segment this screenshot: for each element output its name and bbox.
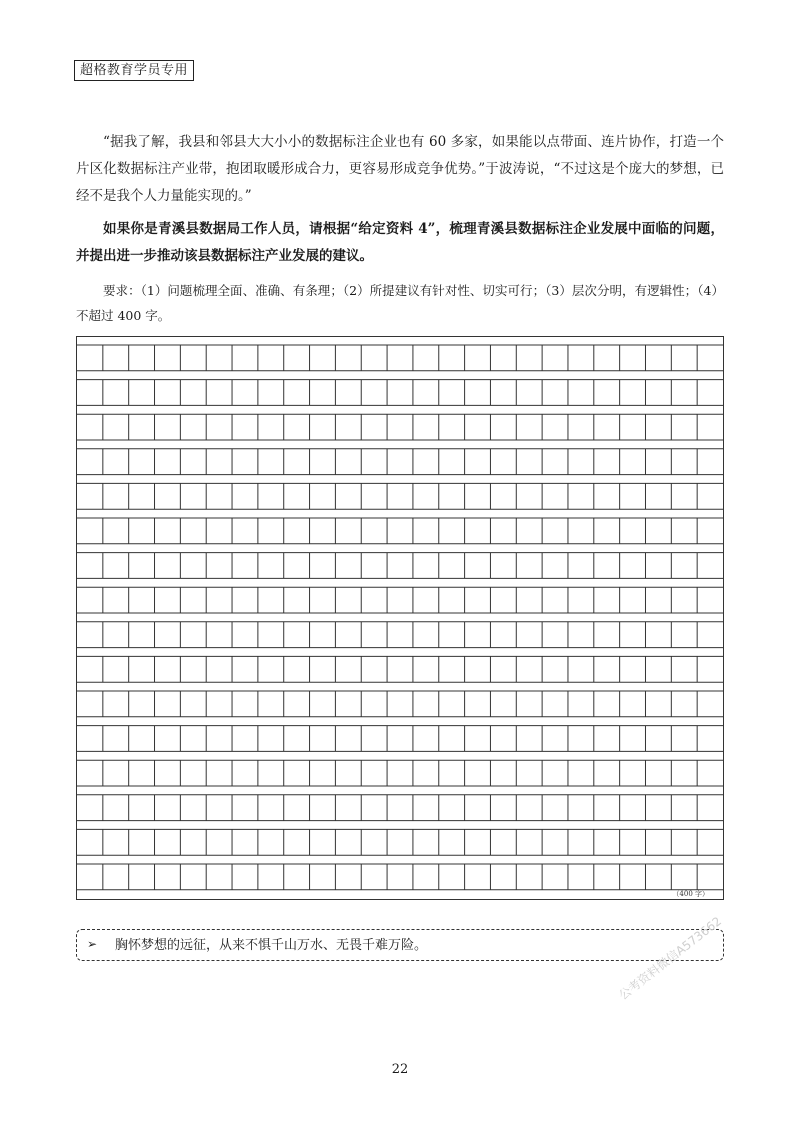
header-label: 超格教育学员专用 [74,60,194,81]
motto-text: 胸怀梦想的远征，从来不惧千山万水、无畏千难万险。 [115,938,428,953]
material-quote-paragraph: “据我了解，我县和邻县大大小小的数据标注企业也有 60 多家，如果能以点带面、连片协作，打造一个片区化数据标注产业带，抱团取暖形成合力，更容易形成竞争优势。”于波涛说，“不过这是个庞大的梦想，已经不是我个人力量能实现的。” [76,134,724,204]
task-requirements: 要求：（1）问题梳理全面、准确、有条理；（2）所提建议有针对性、切实可行；（3）层次分明，有逻辑性；（4）不超过 400 字。 [76,283,724,323]
motto-box [76,929,724,961]
answer-grid[interactable] [76,336,724,900]
word-count-label: （400 字） [672,890,709,898]
watermark: 公考资料微信A573662 [616,913,725,1003]
page-number: 22 [391,1062,409,1077]
task-question: 如果你是青溪县数据局工作人员，请根据“给定资料 4”，梳理青溪县数据标注企业发展中面临的问题，并提出进一步推动该县数据标注产业发展的建议。 [76,221,724,264]
arrow-bullet-icon: ➢ [87,937,98,951]
answer-grid-lines [77,337,723,899]
